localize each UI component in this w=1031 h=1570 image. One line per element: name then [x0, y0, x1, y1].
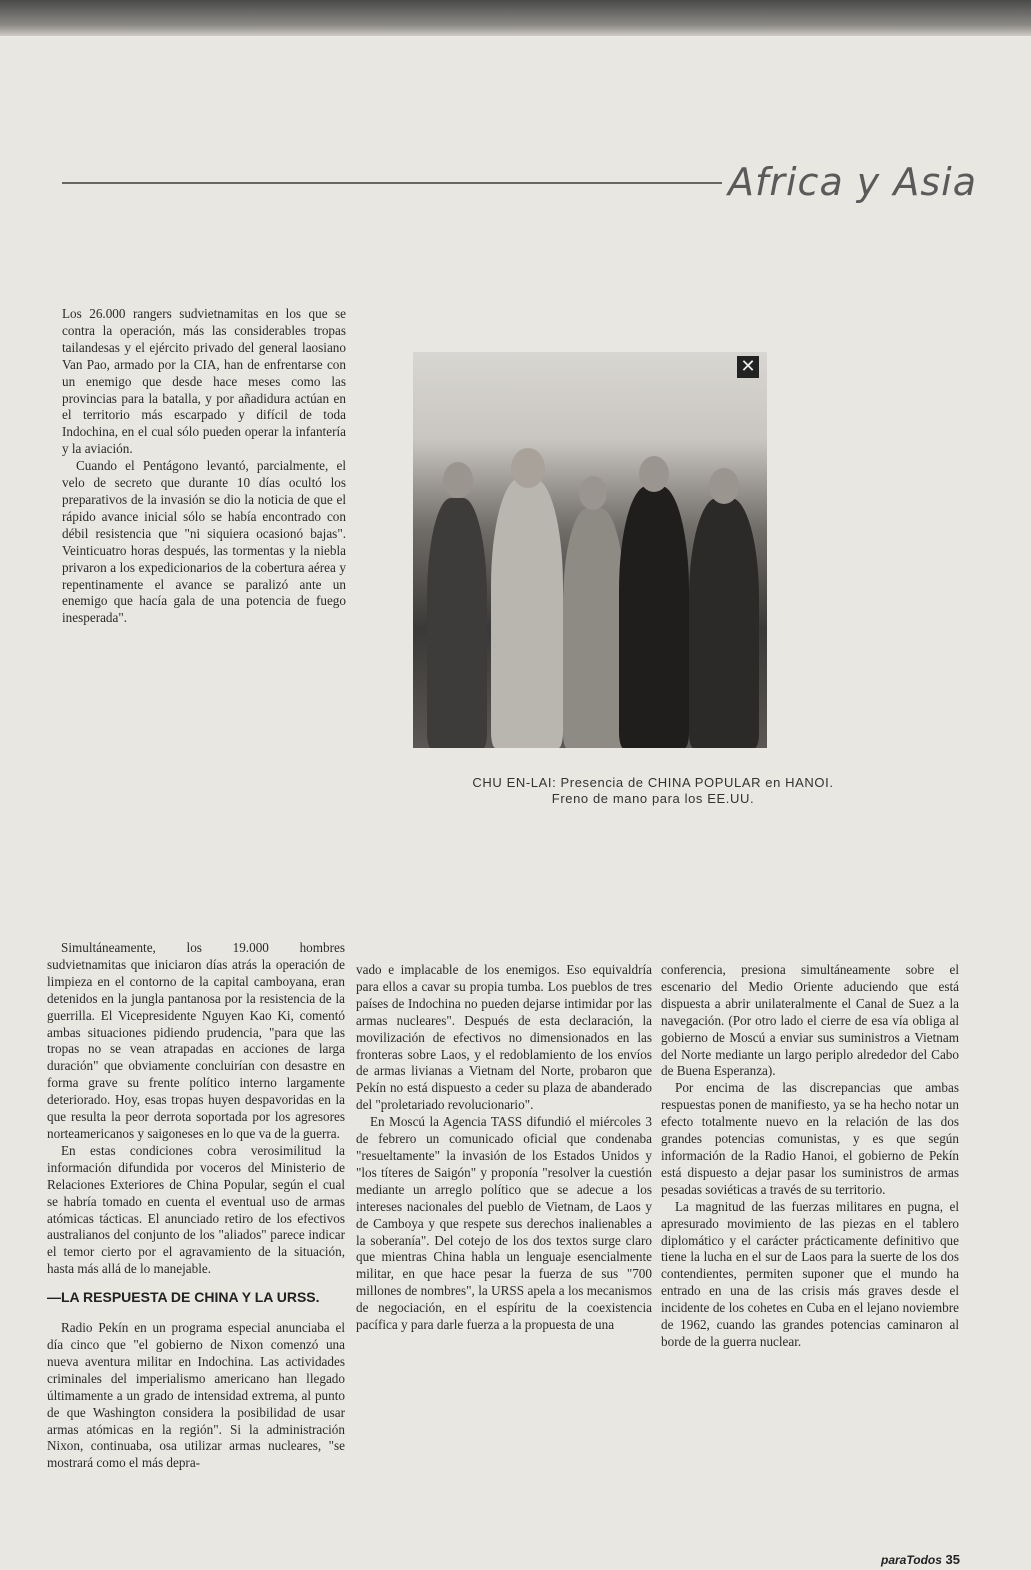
paragraph: conferencia, presiona simultáneamente sobre el escenario del Medio Oriente aduciendo que está dispuesta a abrir unilateralmente el Canal de Suez a la navegación. (Por otro lado el cierre de esa vía obliga al gobierno de Moscú a enviar sus suministros a Vietnam del Norte mediante un largo periplo alrededor del Cabo de Buena Esperanza).: [661, 962, 959, 1079]
caption-line: Freno de mano para los EE.UU.: [551, 791, 755, 806]
article-column-2: [356, 962, 652, 1334]
section-rule: [62, 182, 722, 184]
photo-head: [639, 456, 669, 492]
page-top-edge: [0, 0, 1031, 36]
photo-caption: [413, 775, 893, 807]
paragraph: Simultáneamente, los 19.000 hombres sudvietnamitas que iniciaron días atrás la operación de limpieza en el contorno de la capital camboyana, eran detenidos en la jungla pantanosa por la resistencia de la guerrilla. El Vicepresidente Nguyen Kao Ki, comentó ambas situaciones pidiendo prudencia, "para que las tropas no se vean atrapadas en acciones de larga duración" que obviamente concluirían con desastre en forma grave su frente político interno largamente deteriorado. Hoy, esas tropas huyen despavoridas en la que resulta la peor derrota soportada por los agresores norteamericanos y saigoneses en lo que va de la guerra.: [47, 940, 345, 1141]
paragraph: Los 26.000 rangers sudvietnamitas en los que se contra la operación, más las considerables tropas tailandesas y el ejército privado del general laosiano Van Pao, armado por la CIA, han de enfrentarse con un enemigo que desde hace meses como las provincias para la batalla, y por añadidura actúan en el territorio más escarpado y difícil de toda Indochina, en el cual sólo pueden operar la infantería y la aviación.: [62, 306, 346, 457]
magazine-name: paraTodos: [881, 1553, 942, 1567]
paragraph: vado e implacable de los enemigos. Eso equivaldría para ellos a cavar su propia tumba. Los pueblos de tres países de Indochina no pueden dejarse intimidar por las armas nucleares". Después de esta declaración, la movilización de efectivos no dimensionados en las fronteras sobre Laos, y el redoblamiento de los envíos de armas livianas a Vietnam del Norte, probaron que Pekín no está dispuesto a ceder su plaza de abanderado del "proletariado revolucionario".: [356, 962, 652, 1113]
article-column-1-top: [62, 306, 346, 627]
photo-figure: [689, 498, 759, 748]
close-mark-icon: ✕: [737, 356, 759, 378]
paragraph: La magnitud de las fuerzas militares en pugna, el apresurado movimiento de las piezas en el tablero diplomático y el carácter prácticamente definitivo que tiene la lucha en el sur de Laos para la suerte de los dos contendientes, permiten suponer que el mundo ha entrado en una de las crisis más graves desde el incidente de los cohetes en Cuba en el lejano noviembre de 1962, cuando las grandes potencias caminaron al borde de la guerra nuclear.: [661, 1198, 959, 1349]
photo-figure: [563, 508, 625, 748]
paragraph: En estas condiciones cobra verosimilitud la información difundida por voceros del Ministerio de Relaciones Exteriores de China Popular, según el cual se habría tomado en cuenta el eventual uso de armas atómicas tácticas. El anunciado retiro de los efectivos australianos del conjunto de los "aliados" parece indicar el temor cierto por el agravamiento de la situación, hasta más allá de lo manejable.: [47, 1142, 345, 1277]
photo-head: [579, 476, 607, 510]
page-footer: [850, 1552, 960, 1567]
caption-line: CHU EN-LAI: Presencia de CHINA POPULAR en HANOI.: [472, 775, 834, 790]
photo-head: [511, 448, 545, 488]
paragraph: Cuando el Pentágono levantó, parcialmente, el velo de secreto que durante 10 días ocultó los preparativos de la invasión se dio la noticia de que el rápido avance inicial sólo se había encontrado con débil resistencia que "ni siquiera ocasionó bajas". Veinticuatro horas después, las tormentas y la niebla privaron a los expedicionarios de la cobertura aérea y repentinamente el avance se paralizó ante un enemigo que hacía gala de una potencia de fuego inesperada".: [62, 458, 346, 626]
article-column-3: [661, 962, 959, 1351]
section-title: Africa y Asia: [728, 160, 978, 204]
article-column-1-bottom: [47, 940, 345, 1472]
photo-head: [709, 468, 739, 504]
photo-head: [443, 462, 473, 498]
paragraph: Radio Pekín en un programa especial anunciaba el día cinco que "el gobierno de Nixon comenzó una nueva aventura militar en Indochina. Las actividades criminales del imperialismo americano han llegado últimamente a un grado de intensidad extrema, al punto de que Washington considera la posibilidad de usar armas atómicas en la región". Si la administración Nixon, continuaba, osa utilizar armas nucleares, "se mostrará como el más depra-: [47, 1320, 345, 1471]
page-number: 35: [945, 1552, 960, 1567]
photo-figure: [491, 478, 563, 748]
photo-figure: [619, 486, 689, 748]
paragraph: Por encima de las discrepancias que ambas respuestas ponen de manifiesto, ya se ha hecho notar un efecto totalmente nuevo en la relación de las dos grandes potencias comunistas, y es que según información de la Radio Hanoi, el gobierno de Pekín está dispuesto a dejar pasar los suministros de armas pesadas soviéticas a través de su territorio.: [661, 1080, 959, 1197]
news-photo: [413, 352, 767, 748]
subheading: —LA RESPUESTA DE CHINA Y LA URSS.: [47, 1289, 320, 1306]
paragraph: En Moscú la Agencia TASS difundió el miércoles 3 de febrero un comunicado oficial que condenaba "resueltamente" la invasión de los Estados Unidos y "los títeres de Saigón" y proponía "resolver la cuestión mediante un arreglo político que se adecue a los intereses nacionales del pueblo de Vietnam, de Laos y de Camboya y que respete sus derechos inalienables a la soberanía". Del cotejo de los dos textos surge claro que mientras China habla un lenguaje esencialmente militar, en que hace pesar la fuerza de sus "700 millones de nombres", la URSS apela a los mecanismos de negociación, en el espíritu de la coexistencia pacífica y para darle fuerza a la propuesta de una: [356, 1114, 652, 1333]
photo-figure: [427, 498, 487, 748]
